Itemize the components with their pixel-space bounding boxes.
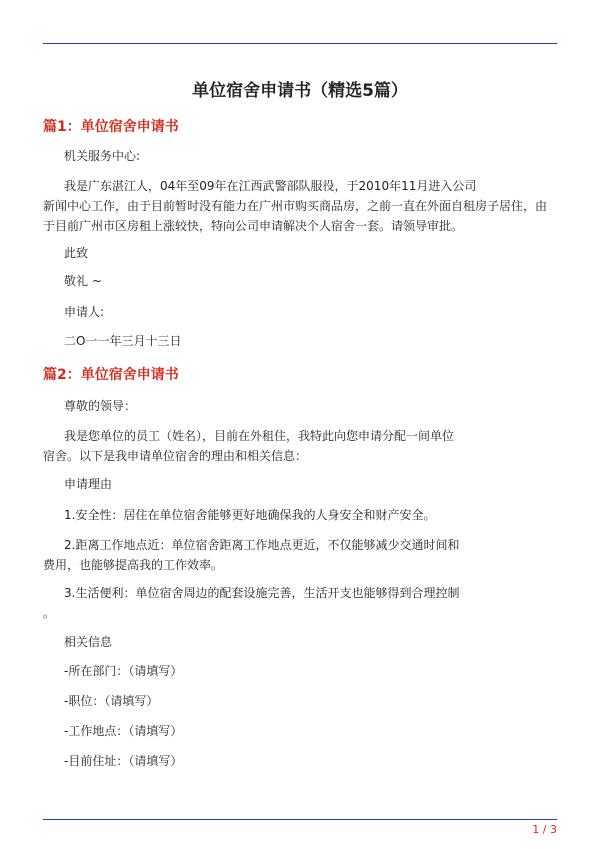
info-title: 相关信息	[64, 635, 113, 649]
article1-closing-2: 敬礼 ~	[64, 274, 102, 288]
reason-3-line: 3.生活便利：单位宿舍周边的配套设施完善，生活开支也能够得到合理控制	[64, 586, 460, 600]
reason-2	[43, 535, 557, 575]
article1-date: 二O一一年三月十三日	[64, 334, 182, 348]
article1-applicant: 申请人:	[64, 305, 105, 319]
article2-heading: 篇2：单位宿舍申请书	[43, 367, 179, 383]
article2-intro	[43, 426, 557, 466]
header-rule	[43, 43, 557, 44]
article1-body-line: 于目前广州市区房租上涨较快，特向公司申请解决个人宿舍一套。请领导审批。	[43, 219, 464, 233]
reasons-title: 申请理由	[64, 477, 113, 491]
page-number: 1 / 3	[532, 823, 557, 836]
reason-1: 1.安全性：居住在单位宿舍能够更好地确保我的人身安全和财产安全。	[64, 508, 436, 522]
article1-body	[43, 176, 557, 236]
article1-body-line: 我是广东湛江人，04年至09年在江西武警部队服役，于2010年11月进入公司	[64, 179, 477, 193]
reason-3-line: 。	[43, 606, 56, 620]
reason-3	[43, 583, 557, 623]
info-department: -所在部门：（请填写）	[64, 664, 183, 678]
article1-body-line: 新闻中心工作，由于目前暂时没有能力在广州市购买商品房，之前一直在外面自租房子居住，由	[43, 199, 548, 213]
article2-intro-line: 宿舍。以下是我申请单位宿舍的理由和相关信息：	[43, 449, 308, 463]
document-title: 单位宿舍申请书（精选5篇）	[192, 81, 408, 101]
reason-2-line: 2.距离工作地点近：单位宿舍距离工作地点更近，不仅能够减少交通时间和	[64, 538, 460, 552]
reason-2-line: 费用，也能够提高我的工作效率。	[43, 558, 224, 572]
info-position: -职位：（请填写）	[64, 694, 159, 708]
article2-intro-line: 我是您单位的员工（姓名），目前在外租住，我特此向您申请分配一间单位	[64, 429, 455, 443]
info-address: -目前住址：（请填写）	[64, 754, 183, 768]
footer-rule	[43, 819, 557, 820]
article2-salutation: 尊敬的领导：	[64, 399, 137, 413]
info-location: -工作地点：（请填写）	[64, 724, 183, 738]
article1-closing-1: 此致	[64, 246, 89, 260]
article1-salutation: 机关服务中心:	[64, 149, 141, 163]
article1-heading: 篇1：单位宿舍申请书	[43, 119, 179, 135]
